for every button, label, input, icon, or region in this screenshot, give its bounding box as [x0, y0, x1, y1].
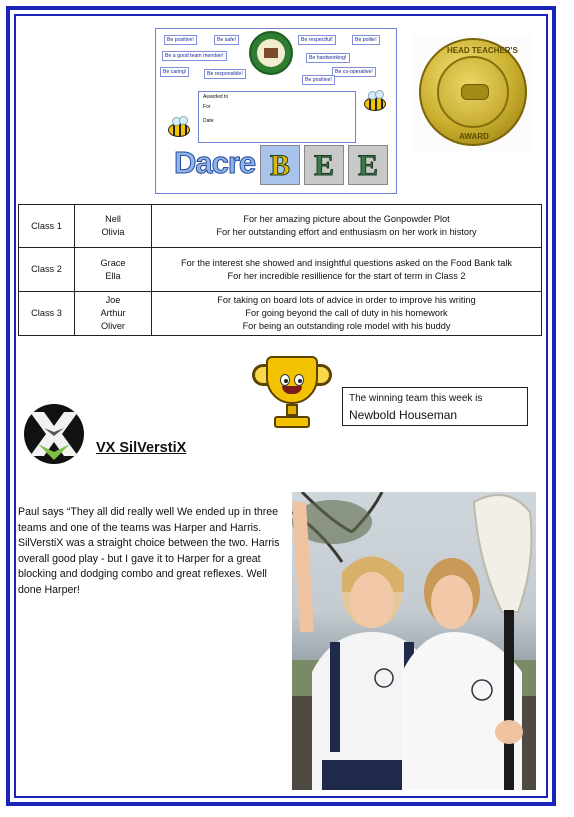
head-teachers-award-medal — [413, 36, 531, 151]
award-reason: For taking on board lots of advice in order to improve his writing — [217, 295, 476, 305]
pupil-name: Oliver — [101, 321, 125, 331]
date-label: Date — [203, 118, 214, 124]
names-cell — [75, 248, 152, 292]
bee-letter-e: E — [304, 145, 344, 185]
cert-tag: Be respectful! — [298, 35, 336, 45]
award-reason: For going beyond the call of duty in his homework — [245, 308, 448, 318]
class-awards-table — [18, 204, 542, 336]
reasons-cell — [152, 205, 542, 248]
pupil-name: Grace — [100, 257, 126, 268]
cert-tag: Be caring! — [160, 67, 189, 77]
class-cell: Class 1 — [19, 205, 75, 248]
speaker-name: Paul says — [18, 506, 64, 518]
trophy-icon — [250, 354, 336, 432]
cert-tag: Be polite! — [352, 35, 380, 45]
paul-quote-paragraph — [18, 505, 286, 598]
pupil-name: Nell — [105, 214, 121, 224]
pupils-photo — [292, 492, 536, 790]
bee-letter-e: E — [348, 145, 388, 185]
cert-tag: Be positive! — [302, 75, 335, 85]
quote-text: “They all did really well We ended up in three teams and one of the teams was Harper and Harris. SilVerstiX was a straight choice between the two. Harris overall good play - but I gave it to Harper for a great blocking and dodging combo and great reflexes. Well done Harper! — [18, 506, 280, 596]
handshake-icon — [461, 84, 489, 100]
pupil-name: Ella — [105, 270, 121, 281]
class-cell: Class 3 — [19, 292, 75, 336]
reasons-cell — [152, 292, 542, 336]
names-cell — [75, 292, 152, 336]
class-cell: Class 2 — [19, 248, 75, 292]
for-label: For — [203, 104, 211, 110]
vx-silverstix-logo-icon — [22, 402, 86, 466]
pupil-name: Arthur — [100, 308, 126, 318]
bee-icon — [168, 123, 190, 137]
pupil-name: Joe — [105, 295, 121, 305]
awarded-to-label: Awarded to — [203, 94, 229, 100]
table-row — [19, 292, 542, 336]
table-row — [19, 205, 542, 248]
bee-letter-b: B — [260, 145, 300, 185]
award-reason: For being an outstanding role model with his buddy — [242, 321, 451, 331]
award-details-box — [198, 91, 356, 143]
winning-team-label: The winning team this week is — [349, 393, 483, 404]
dacre-wordmark: Dacre — [174, 145, 256, 180]
cert-tag: Be positive! — [164, 35, 197, 45]
names-cell — [75, 205, 152, 248]
dacre-bee-certificate — [155, 28, 397, 194]
cert-tag: Be safe! — [214, 35, 239, 45]
table-row — [19, 248, 542, 292]
silverstix-heading: VX SilVerstiX — [96, 440, 187, 456]
award-reason: For her incredible resillience for the start of term in Class 2 — [227, 270, 466, 281]
pupil-name: Olivia — [101, 227, 125, 237]
reasons-cell — [152, 248, 542, 292]
cert-tag: Be hardworking! — [306, 53, 350, 63]
award-reason: For her outstanding effort and enthusiasm on her work in history — [216, 227, 477, 237]
winning-team-box — [342, 387, 528, 426]
bee-icon — [364, 97, 386, 111]
school-crest-icon — [249, 31, 293, 75]
award-reason: For the interest she showed and insightful questions asked on the Food Bank talk — [181, 257, 512, 268]
cert-tag: Be co-operative! — [332, 67, 376, 77]
medal-top-text: HEAD TEACHER'S — [447, 46, 518, 55]
cert-tag: Be responsible! — [204, 69, 246, 79]
winning-team-name: Newbold Houseman — [349, 408, 458, 422]
medal-bottom-text: AWARD — [459, 132, 489, 141]
cert-tag: Be a good team member! — [162, 51, 227, 61]
award-reason: For her amazing picture about the Gonpowder Plot — [243, 214, 450, 224]
